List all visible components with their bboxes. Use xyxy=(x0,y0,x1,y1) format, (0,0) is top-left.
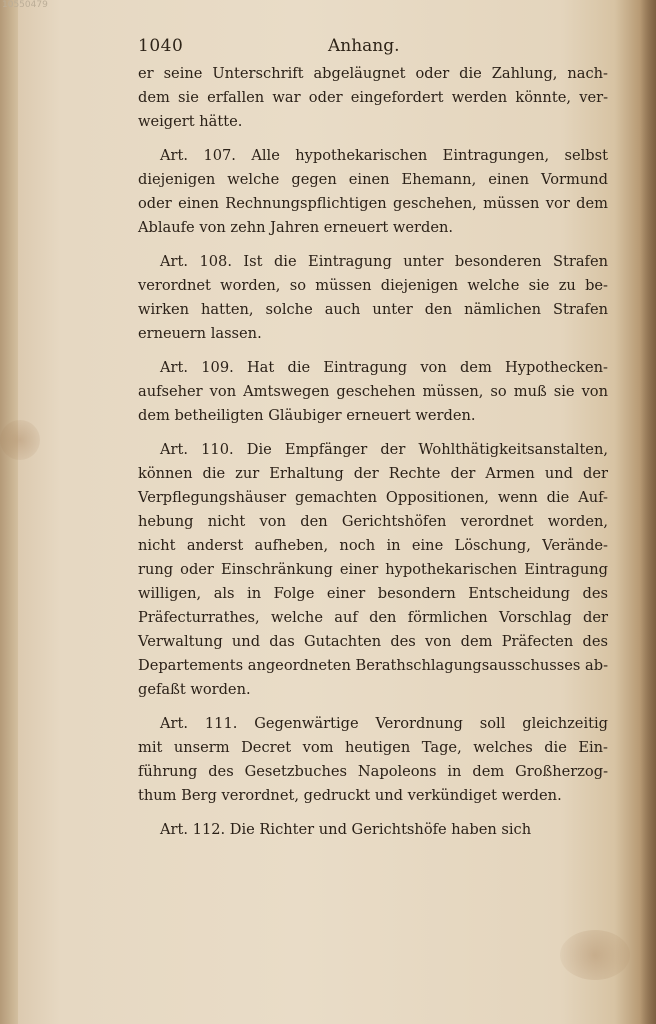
text-line: er seine Unterschrift abgeläugnet oder die Zahlung, nach- xyxy=(138,65,608,82)
paragraph xyxy=(138,712,608,808)
text-line: nicht anderst aufheben, noch in eine Löschung, Verände- xyxy=(138,537,608,554)
text-line: gefaßt worden. xyxy=(138,681,251,698)
body-text xyxy=(138,62,608,852)
text-line: Art. 109. Hat die Eintragung von dem Hypothecken- xyxy=(160,359,608,376)
text-line: rung oder Einschränkung einer hypothekarischen Eintragung xyxy=(138,561,608,578)
text-line: Ablaufe von zehn Jahren erneuert werden. xyxy=(138,219,454,236)
text-line: mit unserm Decret vom heutigen Tage, welches die Ein- xyxy=(138,739,608,756)
text-line: weigert hätte. xyxy=(138,113,243,130)
text-line: hebung nicht von den Gerichtshöfen verordnet worden, xyxy=(138,513,608,530)
text-line: Departements angeordneten Berathschlagungsausschusses ab- xyxy=(138,657,608,674)
page-edge-shadow xyxy=(640,0,656,1024)
text-line: aufseher von Amtswegen geschehen müssen, so muß sie von xyxy=(138,383,608,400)
text-line: Art. 112. Die Richter und Gerichtshöfe haben sich xyxy=(160,821,532,838)
page-number: 1040 xyxy=(138,36,184,56)
paper-stain xyxy=(0,420,40,460)
scan-id-watermark: 10550479 xyxy=(2,0,48,10)
text-line: dem sie erfallen war oder eingefordert werden könnte, ver- xyxy=(138,89,608,106)
text-line: diejenigen welche gegen einen Ehemann, einen Vormund xyxy=(138,171,608,188)
running-head: Anhang. xyxy=(328,36,400,56)
text-line: verordnet worden, so müssen diejenigen welche sie zu be- xyxy=(138,277,608,294)
text-line: Verpflegungshäuser gemachten Oppositionen, wenn die Auf- xyxy=(138,489,608,506)
paragraph xyxy=(138,144,608,240)
text-line: Art. 108. Ist die Eintragung unter besonderen Strafen xyxy=(160,253,608,270)
paper-stain xyxy=(560,930,630,980)
text-line: Art. 111. Gegenwärtige Verordnung soll gleichzeitig xyxy=(160,715,608,732)
text-line: Art. 107. Alle hypothekarischen Eintragungen, selbst xyxy=(160,147,608,164)
text-line: erneuern lassen. xyxy=(138,325,262,342)
paragraph xyxy=(138,250,608,346)
text-line: wirken hatten, solche auch unter den nämlichen Strafen xyxy=(138,301,608,318)
text-line: oder einen Rechnungspflichtigen geschehen, müssen vor dem xyxy=(138,195,608,212)
text-line: führung des Gesetzbuches Napoleons in dem Großherzog- xyxy=(138,763,608,780)
text-line: thum Berg verordnet, gedruckt und verkündiget werden. xyxy=(138,787,562,804)
text-line: Präfecturrathes, welche auf den förmlichen Vorschlag der xyxy=(138,609,608,626)
paragraph xyxy=(138,356,608,428)
text-line: Art. 110. Die Empfänger der Wohlthätigkeitsanstalten, xyxy=(160,441,608,458)
text-line: dem betheiligten Gläubiger erneuert werden. xyxy=(138,407,476,424)
text-line: können die zur Erhaltung der Rechte der Armen und der xyxy=(138,465,608,482)
page-header xyxy=(138,36,608,62)
text-line: willigen, als in Folge einer besondern Entscheidung des xyxy=(138,585,608,602)
paragraph xyxy=(138,438,608,702)
text-line: Verwaltung und das Gutachten des von dem Präfecten des xyxy=(138,633,608,650)
page-gutter xyxy=(0,0,18,1024)
paragraph xyxy=(138,62,608,134)
paragraph xyxy=(138,818,608,842)
